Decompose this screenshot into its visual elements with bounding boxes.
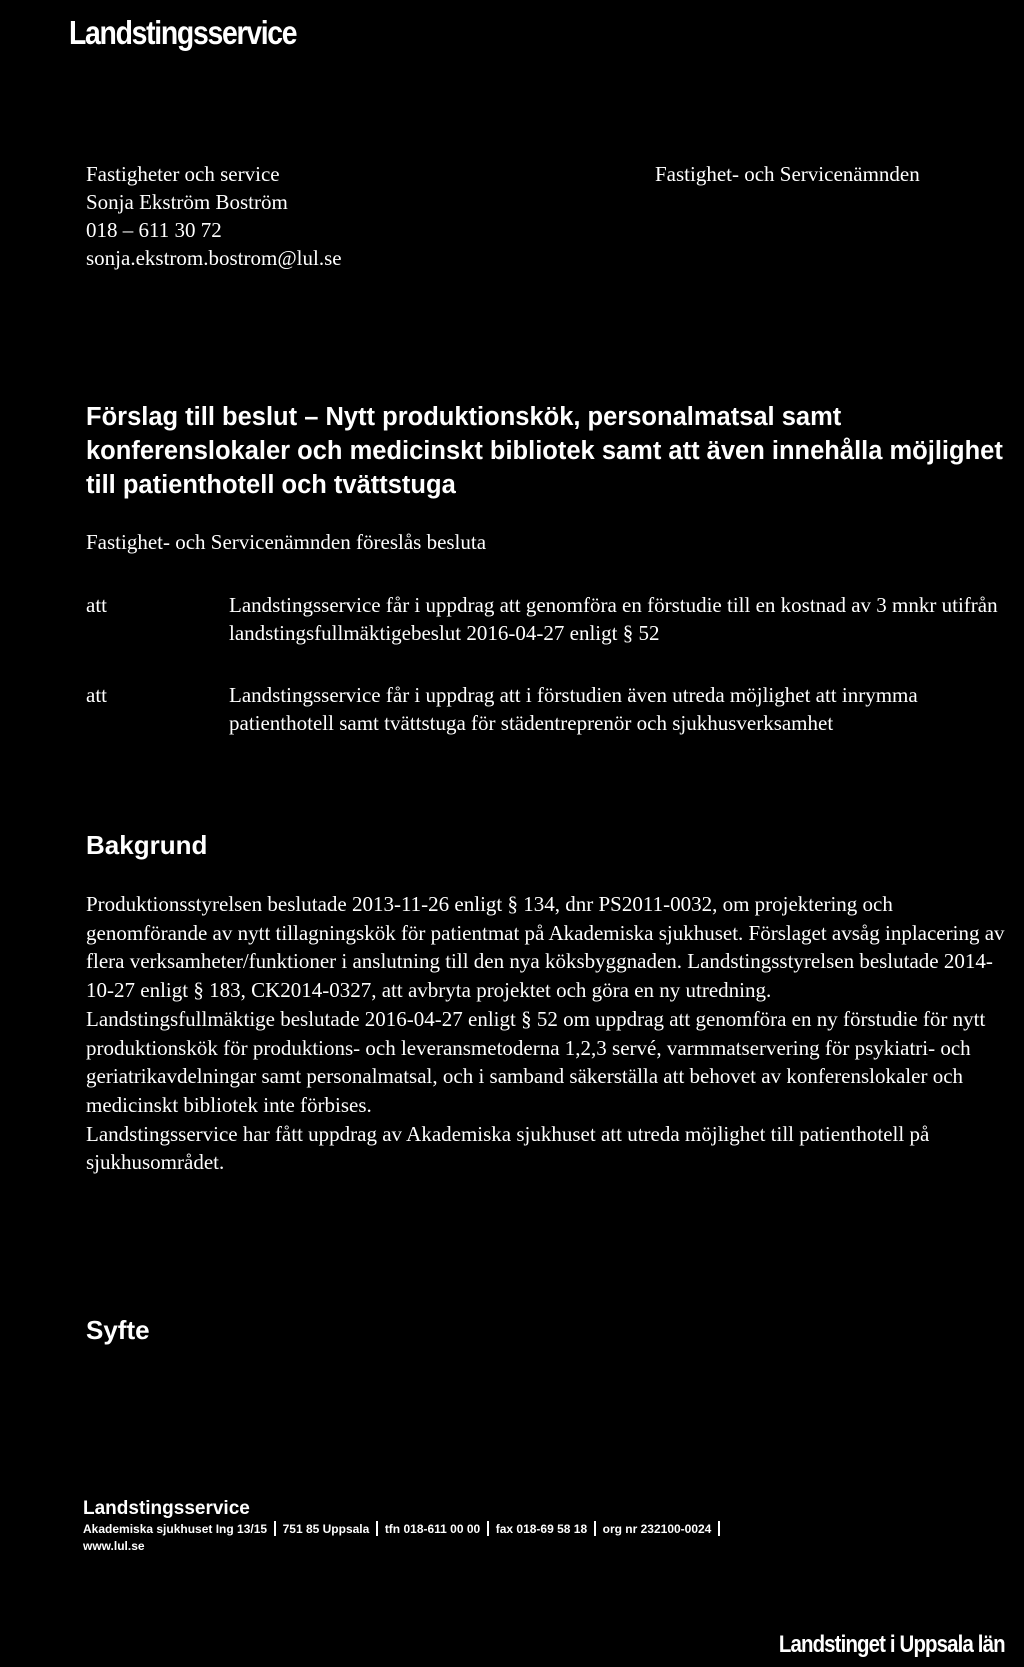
- footer-postal: 751 85 Uppsala: [282, 1522, 370, 1536]
- proposal-text: Landstingsservice får i uppdrag att i förstudien även utreda möjlighet att inrymma patienthotell samt tvättstuga för städentreprenör och sjukhusverksamhet: [229, 683, 918, 735]
- decision-intro: Fastighet- och Servicenämnden föreslås besluta: [86, 530, 487, 554]
- footer-name: Landstingsservice: [83, 1498, 250, 1519]
- sender-phone: 018 – 611 30 72: [86, 218, 222, 242]
- footer-separator: [274, 1521, 276, 1536]
- footer: [83, 1497, 727, 1554]
- background-heading: Bakgrund: [86, 830, 208, 860]
- proposal-text: Landstingsservice får i uppdrag att genomföra en förstudie till en kostnad av 3 mnkr utifrån landstingsfullmäktigebeslut 2016-04-27 enligt § 52: [229, 593, 998, 645]
- header-brand: Landstingsservice: [69, 14, 297, 51]
- purpose-heading: Syfte: [86, 1315, 150, 1345]
- sender-block: [86, 160, 342, 272]
- proposal-label: att: [86, 593, 107, 617]
- footer-contact-line: [83, 1521, 727, 1538]
- sender-department: Fastigheter och service: [86, 162, 280, 186]
- footer-separator: [718, 1521, 720, 1536]
- background-paragraph: Landstingsservice har fått uppdrag av Akademiska sjukhuset att utreda möjlighet till patienthotell på sjukhusområdet.: [86, 1121, 930, 1175]
- footer-website[interactable]: www.lul.se: [83, 1539, 145, 1553]
- footer-fax: fax 018-69 58 18: [495, 1522, 588, 1536]
- recipient: Fastighet- och Servicenämnden: [655, 162, 920, 186]
- footer-address: Akademiska sjukhuset Ing 13/15: [83, 1522, 268, 1536]
- footer-phone: tfn 018-611 00 00: [384, 1522, 481, 1536]
- bottom-brand: Landstinget i Uppsala län: [779, 1631, 1005, 1658]
- footer-separator: [487, 1521, 489, 1536]
- background-paragraph: Produktionsstyrelsen beslutade 2013-11-26 enligt § 134, dnr PS2011-0032, om projektering och genomförande av nytt tillagningskök för patientmat på Akademiska sjukhuset. Förslaget avsåg inplacering av flera verksamheter/funktioner i anslutning till den nya köksbyggnaden. Landstingsstyrelsen beslutade 2014-10-27 enligt § 183, CK2014-0327, att avbryta projektet och göra en ny utredning.: [86, 892, 1005, 1003]
- sender-name: Sonja Ekström Boström: [86, 190, 288, 214]
- proposal-label: att: [86, 683, 107, 707]
- footer-org: org nr 232100-0024: [602, 1522, 712, 1536]
- document-title: Förslag till beslut – Nytt produktionskök, personalmatsal samt konferenslokaler och medicinskt bibliotek samt att även innehålla möjlighet till patienthotell och tvättstuga: [86, 403, 1003, 499]
- background-text: [86, 890, 1006, 1177]
- footer-separator: [594, 1521, 596, 1536]
- background-paragraph: Landstingsfullmäktige beslutade 2016-04-27 enligt § 52 om uppdrag att genomföra en ny förstudie för nytt produktionskök för produktions- och leveransmetoderna 1,2,3 servé, varmmatservering för psykiatri- och geriatrikavdelningar samt personalmatsal, och i samband säkerställa att behovet av konferenslokaler och medicinskt bibliotek inte förbises.: [86, 1006, 986, 1117]
- footer-separator: [376, 1521, 378, 1536]
- sender-email[interactable]: sonja.ekstrom.bostrom@lul.se: [86, 246, 342, 270]
